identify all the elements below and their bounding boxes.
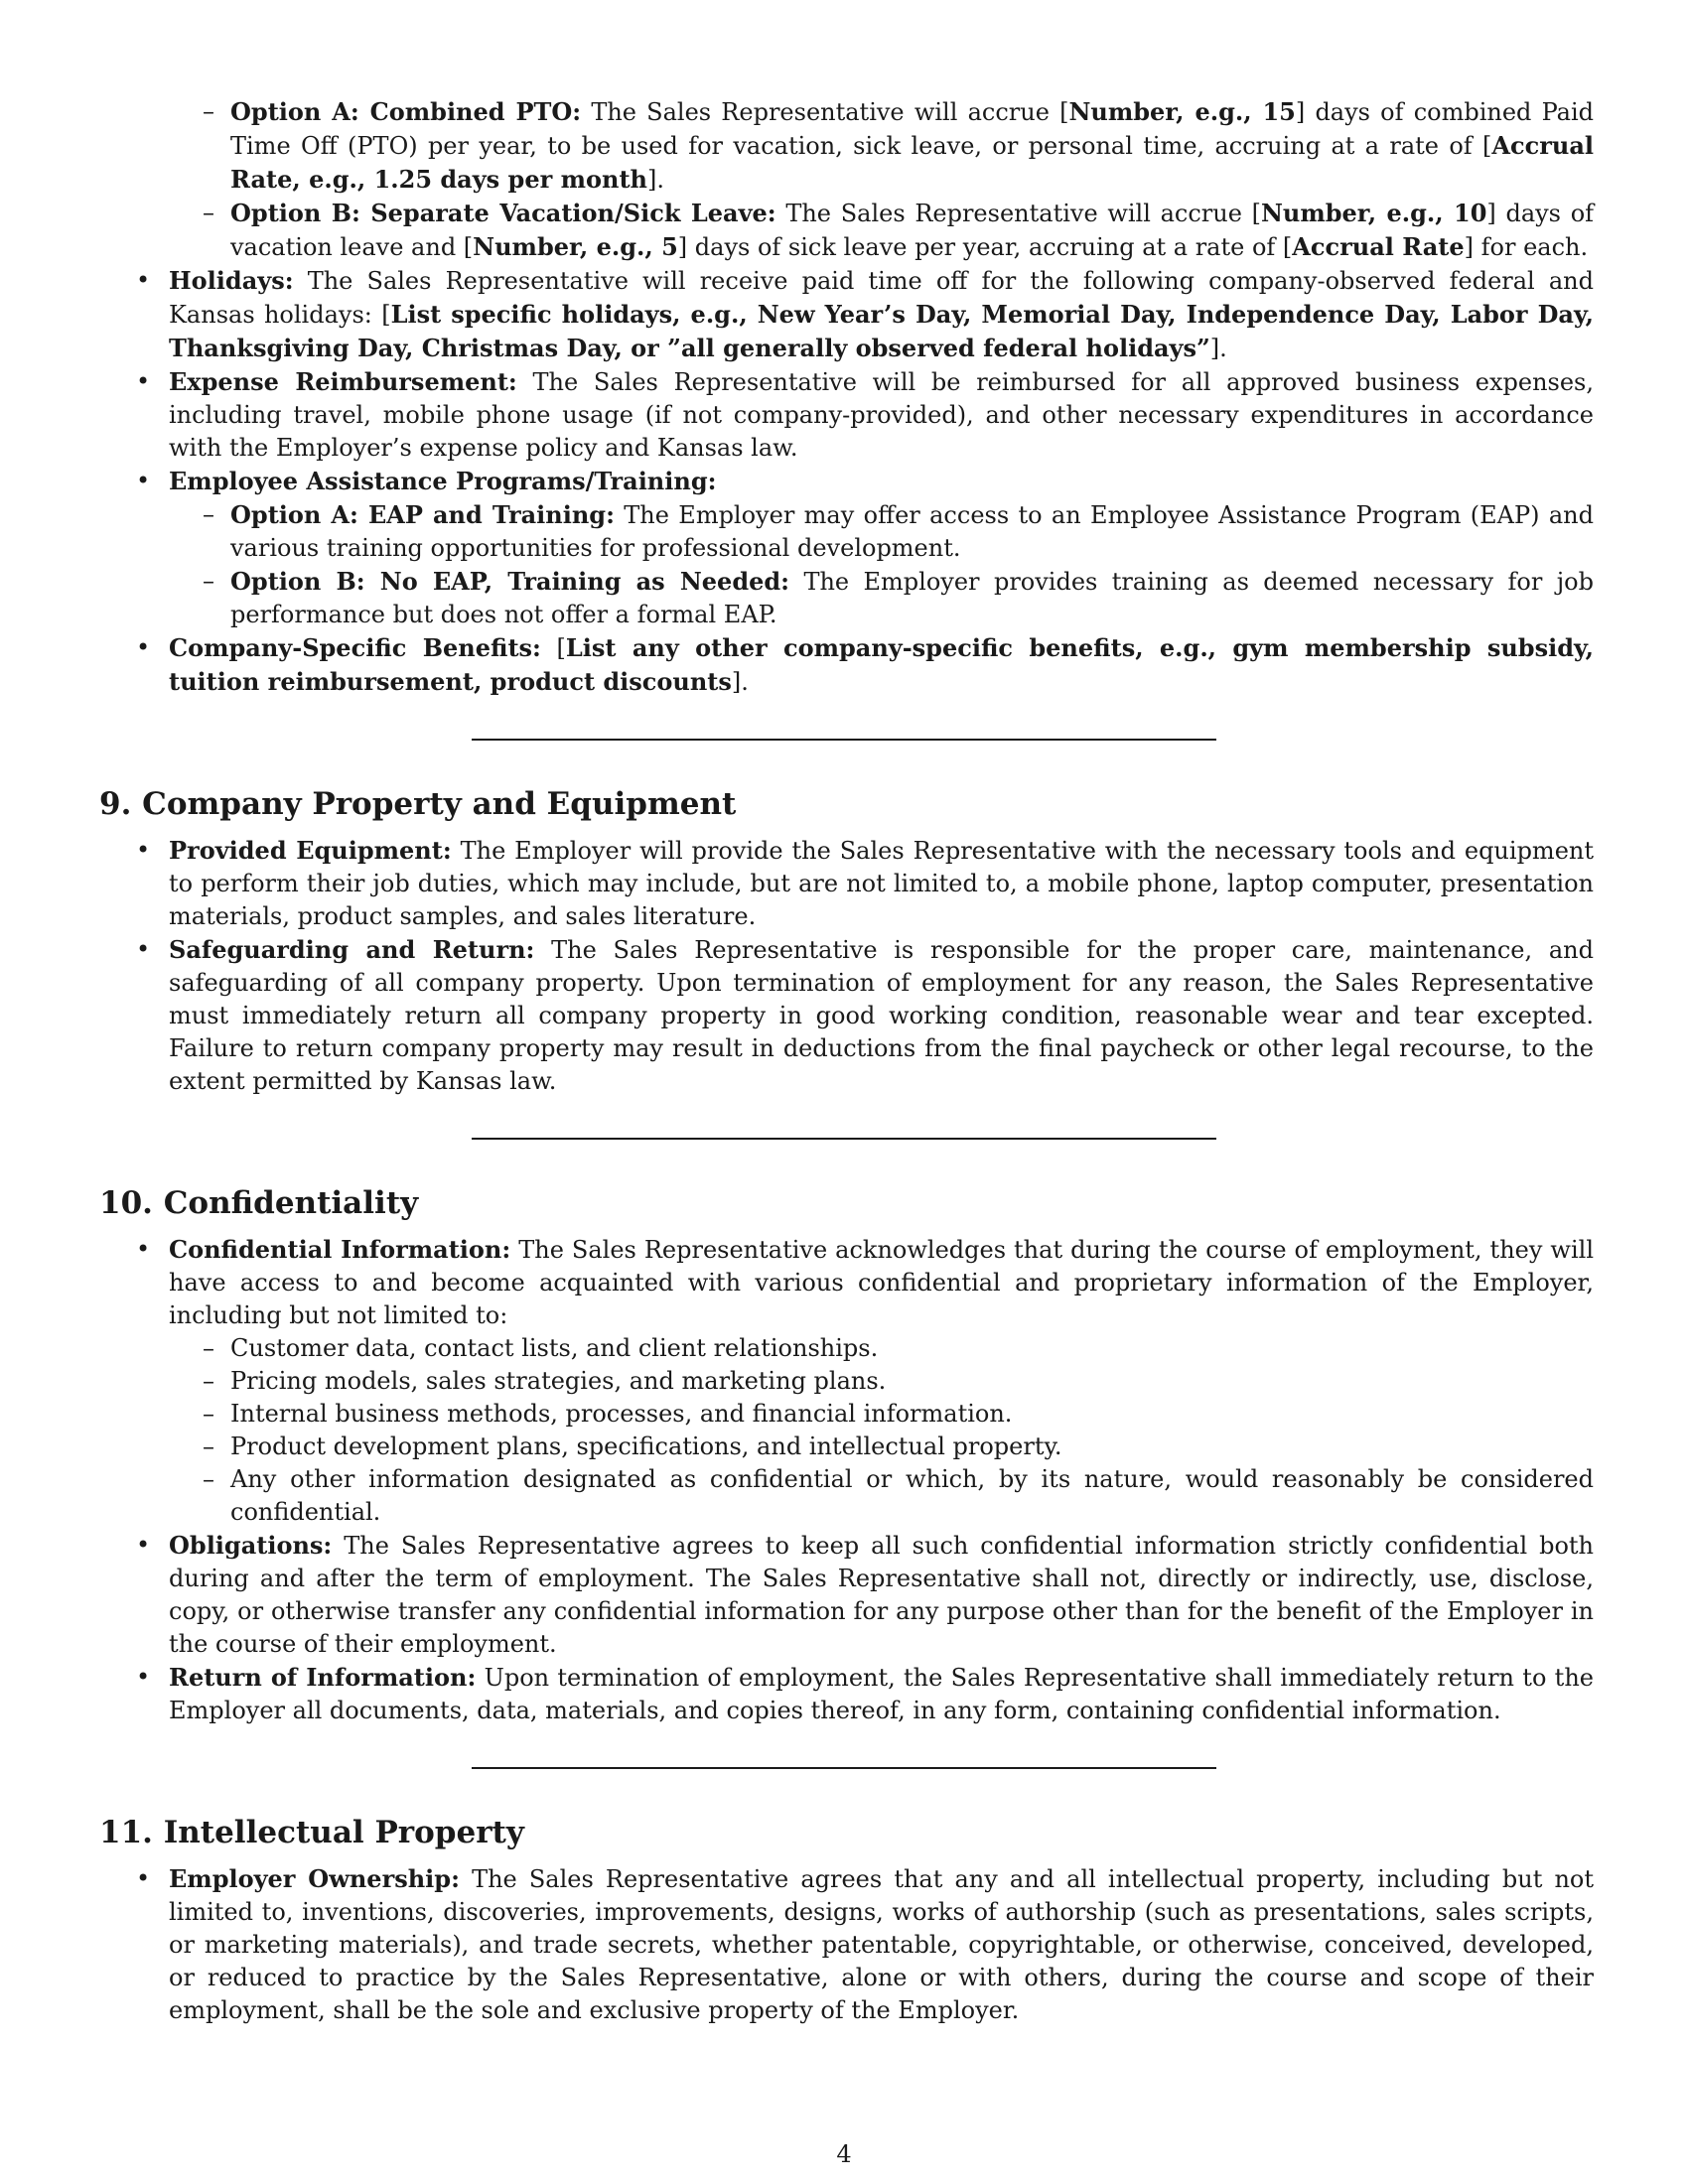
eap-option-a: – Option A: EAP and Training: The Employer may offer access to an Employee Assistance Program (EAP) and various training opportunities for professional development. <box>169 498 1594 565</box>
company-benefits-item: • Company-Specific Benefits: [List any other company-specific benefits, e.g., gym membership subsidy, tuition reimbursement, product discounts]. <box>99 631 1594 699</box>
return-info-item: • Return of Information: Upon termination of employment, the Sales Representative shall immediately return to the Employer all documents, data, materials, and copies thereof, in any form, containing confidential information. <box>99 1661 1594 1727</box>
expense-item: • Expense Reimbursement: The Sales Representative will be reimbursed for all approved business expenses, including travel, mobile phone usage (if not company-provided), and other necessary expenditures in accordance with the Employer’s expense policy and Kansas law. <box>99 365 1594 465</box>
section-9-list <box>99 834 1594 1098</box>
list-item: • Provided Equipment: The Employer will provide the Sales Representative with the necessary tools and equipment to perform their job duties, which may include, but are not limited to, a mobile phone, laptop computer, presentation materials, product samples, and sales literature. <box>99 834 1594 933</box>
eap-option-b: – Option B: No EAP, Training as Needed: The Employer provides training as deemed necessary for job performance but does not offer a formal EAP. <box>169 565 1594 631</box>
document-page <box>99 95 1594 2027</box>
obligations-item: • Obligations: The Sales Representative agrees to keep all such confidential information strictly confidential both during and after the term of employment. The Sales Representative shall not, directly or indirectly, use, disclose, copy, or otherwise transfer any confidential information for any purpose other than for the benefit of the Employer in the course of their employment. <box>99 1529 1594 1661</box>
list-item: – Pricing models, sales strategies, and marketing plans. <box>169 1365 1594 1398</box>
pto-option-b: – Option B: Separate Vacation/Sick Leave: The Sales Representative will accrue [Number, e.g., 10] days of vacation leave and [Number, e.g., 5] days of sick leave per year, accruing at a rate of [Accrual Rate] for each. <box>169 197 1594 264</box>
confidential-info-item: • Confidential Information: The Sales Representative acknowledges that during the course of employment, they will have access to and become acquainted with various confidential and proprietary information of the Employer, including but not limited to: – Customer data, contact lists, and client relationships. – Pricing models, sales strategies, and marketing plans. – Internal business methods, processes, and financial information. – Product development plans, specifications, and intellectual property. – Any other information designated as confidential or which, by its nature, would reasonably be considered confidential. <box>99 1233 1594 1529</box>
list-item: • Safeguarding and Return: The Sales Representative is responsible for the proper care, maintenance, and safeguarding of all company property. Upon termination of employment for any reason, the Sales Representative must immediately return all company property in good working condition, reasonable wear and tear excepted. Failure to return company property may result in deductions from the final paycheck or other legal recourse, to the extent permitted by Kansas law. <box>99 933 1594 1098</box>
section-divider <box>472 1138 1216 1140</box>
section-10-heading: 10. Confidentiality <box>99 1185 419 1221</box>
list-item: – Internal business methods, processes, and financial information. <box>169 1398 1594 1431</box>
holidays-item: • Holidays: The Sales Representative will receive paid time off for the following company-observed federal and Kansas holidays: [List specific holidays, e.g., New Year’s Day, Memorial Day, Independence Day, Labor Day, Thanksgiving Day, Christmas Day, or ”all generally observed federal holidays”]. <box>99 264 1594 365</box>
confidential-subitems <box>169 1332 1594 1529</box>
section-9-heading: 9. Company Property and Equipment <box>99 786 737 822</box>
section-divider <box>472 739 1216 741</box>
section-10-list <box>99 1233 1594 1727</box>
ownership-item: • Employer Ownership: The Sales Representative agrees that any and all intellectual property, including but not limited to, inventions, discoveries, improvements, designs, works of authorship (such as presentations, sales scripts, or marketing materials), and trade secrets, whether patentable, copyrightable, or otherwise, conceived, developed, or reduced to practice by the Sales Representative, alone or with others, during the course and scope of their employment, shall be the sole and exclusive property of the Employer. <box>99 1862 1594 2027</box>
eap-options-list <box>169 498 1594 631</box>
page-number: 4 <box>836 2140 852 2168</box>
section-divider <box>472 1767 1216 1769</box>
list-item: – Customer data, contact lists, and client relationships. <box>169 1332 1594 1365</box>
pto-option-a: – Option A: Combined PTO: The Sales Representative will accrue [Number, e.g., 15] days of combined Paid Time Off (PTO) per year, to be used for vacation, sick leave, or personal time, accruing at a rate of [Accrual Rate, e.g., 1.25 days per month]. <box>169 95 1594 197</box>
pto-options-list <box>169 95 1594 264</box>
section-11-heading: 11. Intellectual Property <box>99 1815 524 1850</box>
benefits-list <box>99 264 1594 699</box>
list-item: – Product development plans, specifications, and intellectual property. <box>169 1431 1594 1463</box>
eap-item: • Employee Assistance Programs/Training: – Option A: EAP and Training: The Employer may offer access to an Employee Assistance Program (EAP) and various training opportunities for professional development. – Option B: No EAP, Training as Needed: The Employer provides training as deemed necessary for job performance but does not offer a formal EAP. <box>99 465 1594 631</box>
section-11-list <box>99 1862 1594 2027</box>
list-item: – Any other information designated as confidential or which, by its nature, would reasonably be considered confidential. <box>169 1463 1594 1529</box>
